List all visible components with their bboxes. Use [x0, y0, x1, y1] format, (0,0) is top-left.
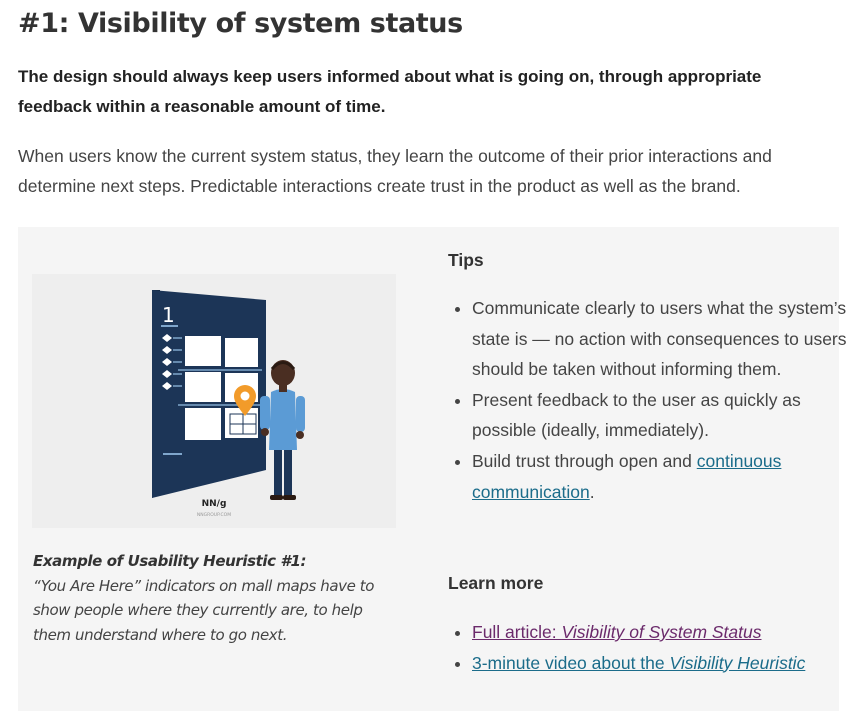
learn-more-heading: Learn more — [448, 573, 544, 593]
board-number: 1 — [162, 303, 175, 327]
heuristic-definition: The design should always keep users informed about what is going on, through appropriate feedback within a reasonable amount of time. — [18, 67, 762, 116]
nng-logo-url: NNGROUP.COM — [196, 513, 232, 518]
tips-list — [448, 293, 850, 507]
person-figure — [260, 360, 305, 500]
tip-item: • Build trust through open and continuous communication. — [472, 446, 850, 507]
full-article-link[interactable]: Full article: Visibility of System Status — [472, 622, 762, 642]
mall-map-illustration — [32, 274, 396, 528]
example-panel — [18, 227, 847, 711]
tip-item: • Communicate clearly to users what the system’s state is — no action with consequences to users should be taken without informing them. — [472, 293, 850, 385]
nng-logo: NN/g — [201, 499, 227, 509]
continuous-communication-link[interactable]: continuous communication — [472, 450, 782, 502]
illustration-caption — [33, 549, 393, 647]
page-title: #1: Visibility of system status — [18, 8, 463, 39]
video-link[interactable]: 3-minute video about the Visibility Heuristic — [472, 652, 806, 673]
caption-text: “You Are Here” indicators on mall maps have to show people where they currently are, to help them understand where to go next. — [33, 576, 375, 644]
caption-title: Example of Usability Heuristic #1: — [33, 552, 307, 570]
list-item — [472, 617, 850, 648]
intro-paragraph: When users know the current system status, they learn the outcome of their prior interactions and determine next steps. Predictable interactions create trust in the product as well as the brand. — [18, 146, 772, 196]
list-item — [472, 648, 850, 679]
learn-more-list — [448, 617, 850, 678]
tips-heading: Tips — [448, 250, 484, 270]
tip-item: • Present feedback to the user as quickly as possible (ideally, immediately). — [472, 385, 850, 446]
